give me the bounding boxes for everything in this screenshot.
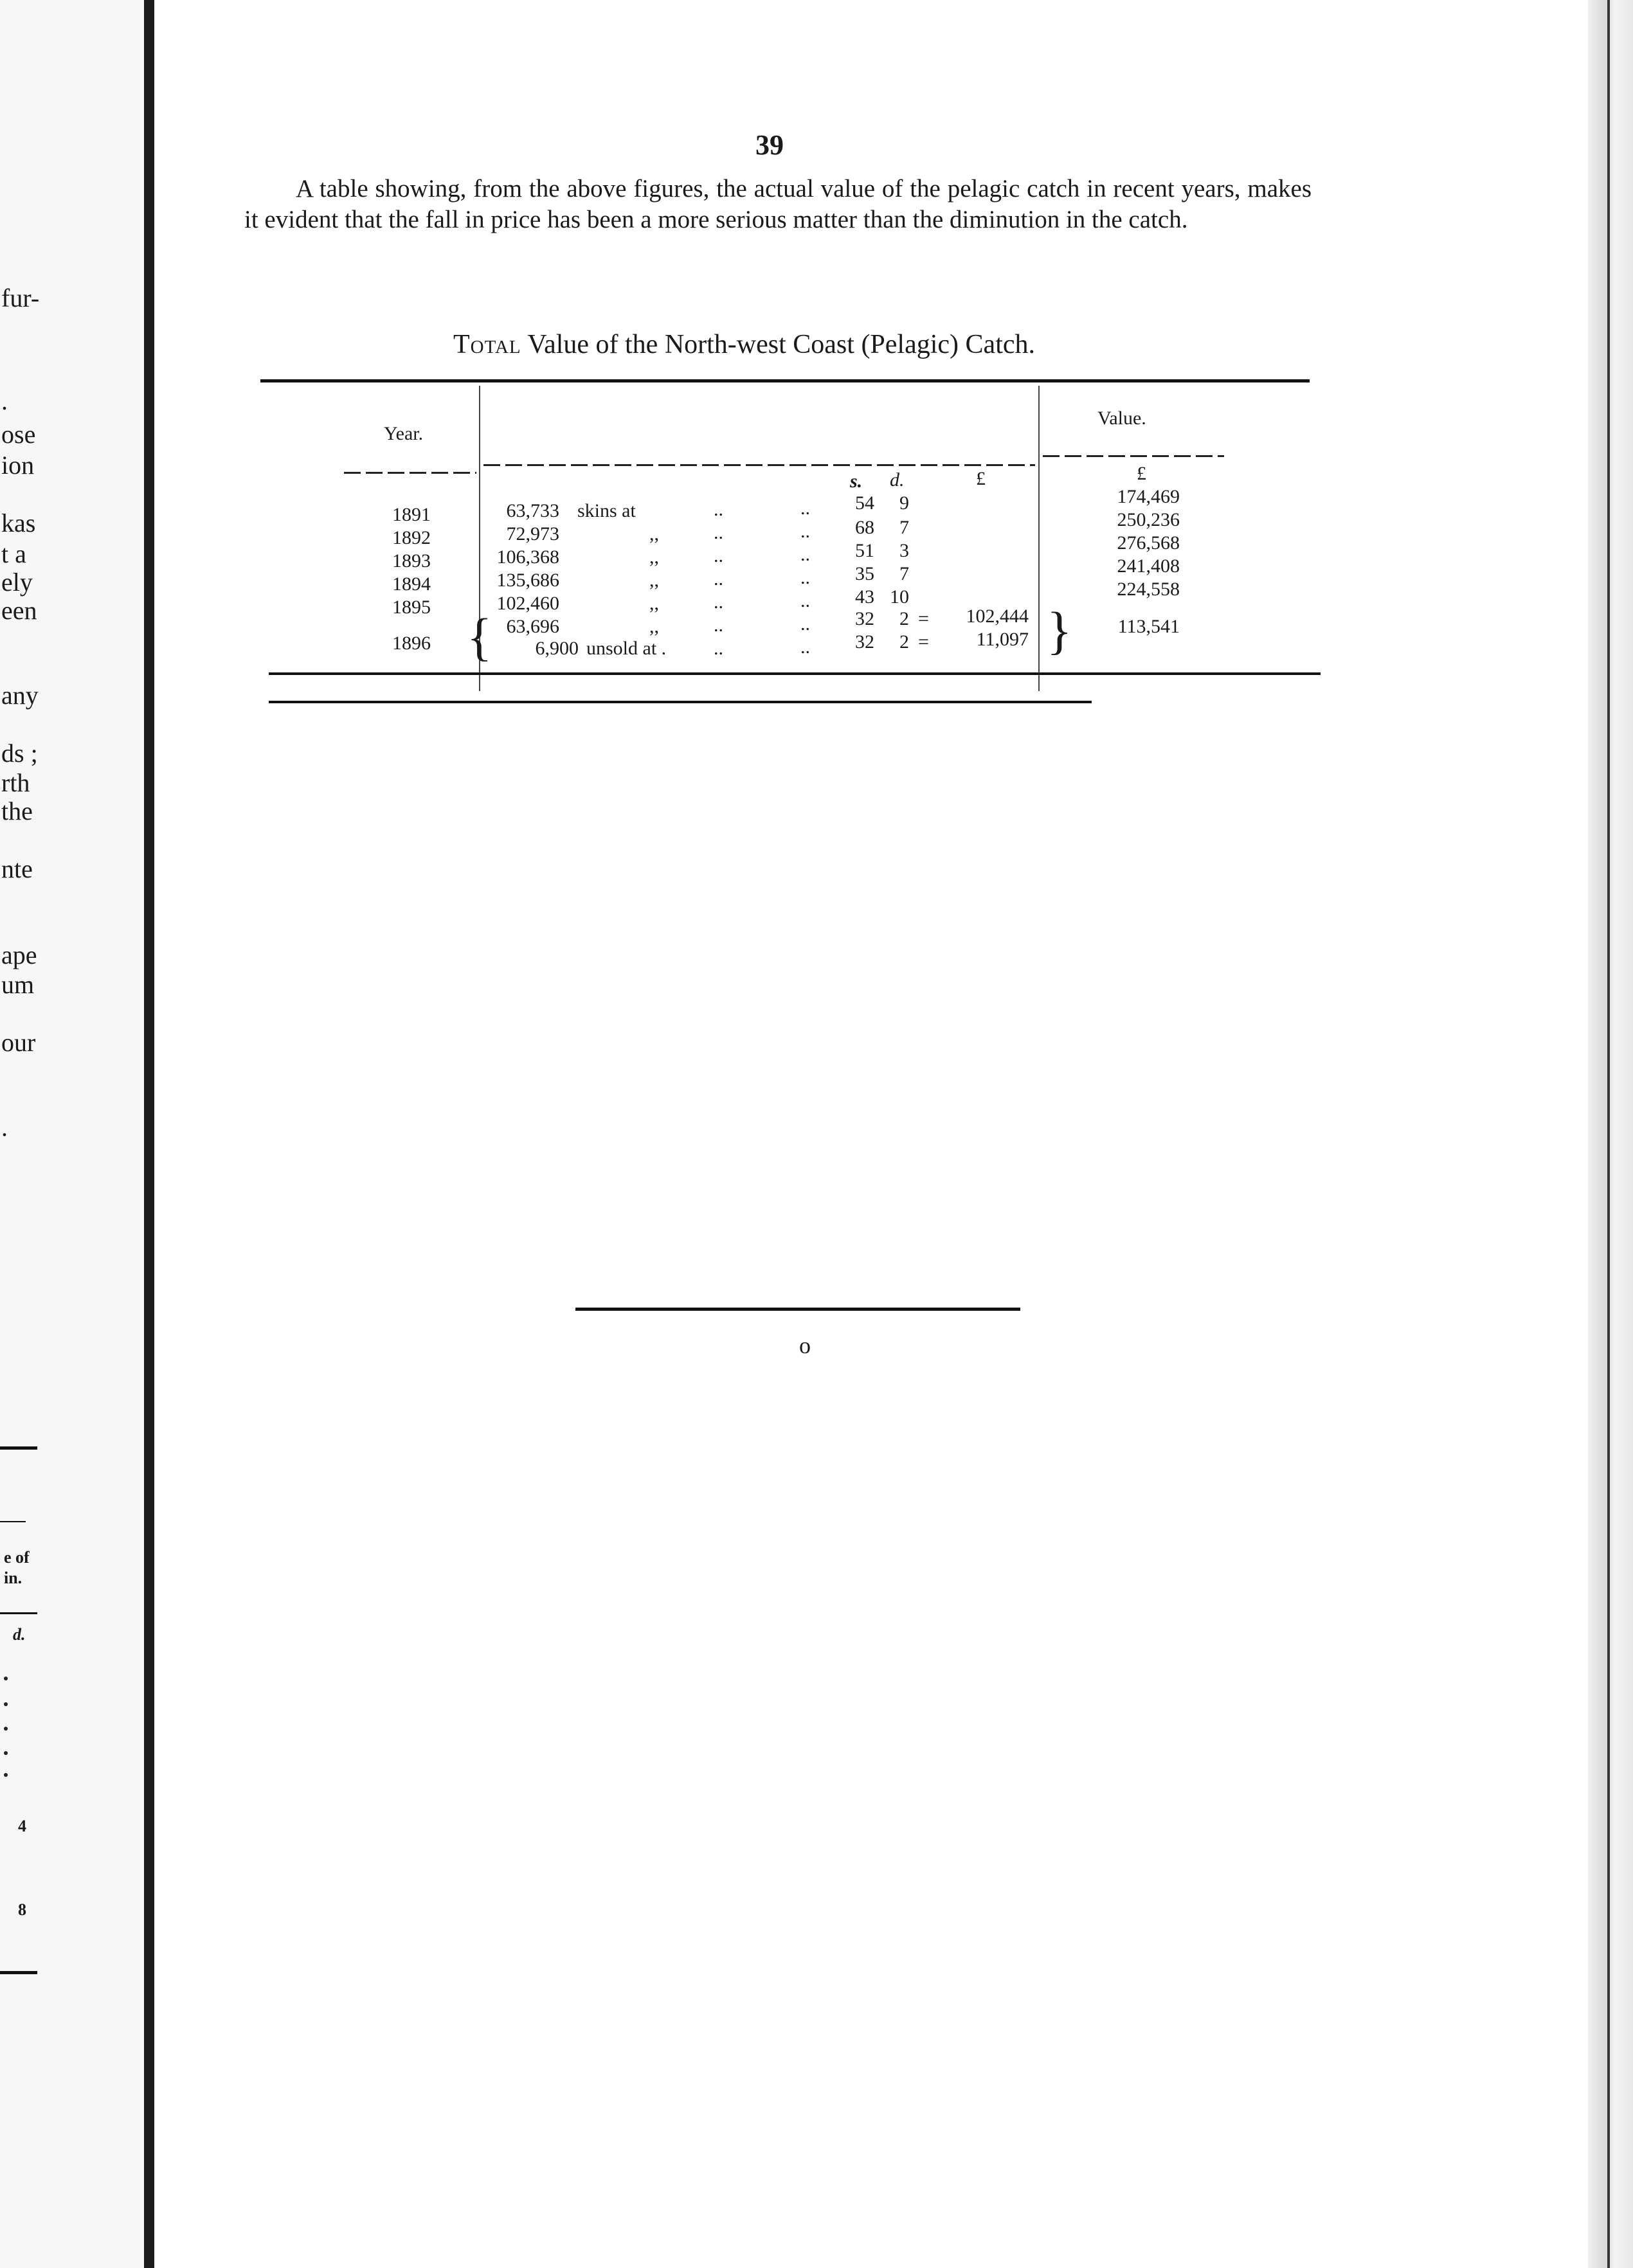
- table-cell-value: 241,408: [1117, 555, 1180, 577]
- subheader-pence: d.: [890, 469, 905, 491]
- prev-fragment-line: rth: [1, 768, 30, 797]
- prev-fragment-line: kas: [1, 509, 36, 537]
- subheader-pounds: £: [976, 468, 986, 489]
- prev-fragment-line: ape: [1, 941, 37, 969]
- table-title: [453, 329, 1035, 360]
- prev-fragment-rule: [0, 1612, 37, 1614]
- page-right-edge: [1588, 0, 1633, 2268]
- table-cell-year: 1893: [392, 550, 431, 572]
- prev-fragment-line: t a: [1, 539, 26, 568]
- prev-fragment-line: ds ;: [1, 739, 38, 768]
- table-cell-unit: ,,: [649, 546, 659, 568]
- table-cell-year: 1894: [392, 573, 431, 595]
- table-cell-unit: ,,: [649, 593, 659, 614]
- table-cell-leader: ..: [714, 545, 723, 566]
- prev-fragment-line: .: [1, 1113, 8, 1142]
- table-title-rest: Value of the North-west Coast (Pelagic) Catch.: [521, 330, 1036, 359]
- table-cell-value: 276,568: [1117, 532, 1180, 554]
- left-brace: {: [467, 608, 492, 666]
- prev-fragment-rule: [0, 1521, 26, 1522]
- table-column-divider: [1038, 386, 1040, 691]
- prev-fragment-rule: [0, 1971, 37, 1974]
- prev-fragment-line: any: [1, 681, 39, 710]
- prev-fragment-line: een: [1, 596, 37, 625]
- table-cell-unit: unsold at .: [586, 638, 667, 659]
- prev-fragment-line: um: [1, 970, 35, 999]
- table-cell-shillings: 32: [855, 631, 874, 652]
- header-rule-value: [1043, 455, 1224, 457]
- table-cell-leader: ..: [800, 567, 810, 588]
- table-cell-count: 63,733: [506, 500, 559, 521]
- table-rule-lower: [269, 672, 1321, 675]
- table-cell-leader: ..: [714, 638, 723, 659]
- table-cell-leader: ..: [800, 544, 810, 565]
- table-cell-count: 72,973: [506, 523, 559, 544]
- right-brace: }: [1047, 601, 1072, 660]
- prev-fragment-line: the: [1, 797, 33, 825]
- table-cell-leader: ..: [714, 615, 723, 636]
- prev-fragment-line: ely: [1, 568, 33, 597]
- table-cell-pence: 2: [899, 631, 909, 652]
- prev-fragment-dot: [4, 1727, 8, 1731]
- table-cell-leader: ..: [800, 613, 810, 634]
- table-cell-year: 1892: [392, 527, 431, 548]
- table-cell-pence: 7: [899, 517, 909, 538]
- intro-paragraph: A table showing, from the above figures, the actual value of the pelagic catch in recent years, makes it evident that the fall in price has been a more serious matter than the diminution in the catch.: [244, 175, 1312, 233]
- table-title-smallcaps: Total: [453, 330, 521, 359]
- prev-fragment-small: e of: [4, 1548, 30, 1567]
- prev-fragment-small: in.: [4, 1569, 23, 1587]
- prev-fragment-rule: [0, 1446, 37, 1450]
- prev-fragment-dot: [4, 1773, 8, 1777]
- page-number: 39: [755, 129, 784, 161]
- prev-fragment-line: ose: [1, 420, 36, 449]
- table-cell-leader: ..: [714, 568, 723, 590]
- table-cell-leader: ..: [800, 521, 810, 542]
- table-cell-pence: 2: [899, 608, 909, 629]
- table-cell-pence: 7: [899, 563, 909, 584]
- prev-fragment-line: nte: [1, 854, 33, 883]
- table-cell-value: 224,558: [1117, 579, 1180, 600]
- table-top-rule: [260, 379, 1310, 382]
- table-cell-unit: skins at: [577, 500, 636, 521]
- prev-fragment-small: 4: [18, 1817, 26, 1835]
- table-cell-year: 1891: [392, 504, 431, 525]
- table-cell-count: 106,368: [496, 546, 559, 568]
- book-spine-shadow: [144, 0, 154, 2268]
- table-cell-equals: =: [918, 608, 929, 629]
- table-cell-shillings: 51: [855, 540, 874, 561]
- table-cell-value-1896: 113,541: [1117, 616, 1180, 637]
- prev-fragment-small: 8: [18, 1900, 26, 1919]
- table-cell-value: 250,236: [1117, 509, 1180, 530]
- prev-fragment-dot: [4, 1702, 8, 1706]
- table-cell-pounds: 102,444: [966, 606, 1029, 627]
- table-cell-shillings: 54: [855, 492, 874, 514]
- subheader-shillings: s.: [850, 471, 863, 492]
- table-cell-count: 102,460: [496, 593, 559, 614]
- table-cell-unit: ,,: [649, 570, 659, 591]
- header-value: Value.: [1097, 408, 1146, 429]
- prev-fragment-line: ion: [1, 451, 35, 480]
- table-cell-shillings: 68: [855, 517, 874, 538]
- prev-fragment-small: d.: [13, 1625, 26, 1644]
- prev-fragment-line: .: [1, 386, 8, 415]
- table-cell-count: 6,900: [535, 638, 579, 659]
- table-cell-pounds: 11,097: [976, 629, 1029, 650]
- prev-fragment-dot: [4, 1677, 8, 1680]
- table-cell-pence: 9: [899, 492, 909, 514]
- table-cell-count: 63,696: [506, 616, 559, 637]
- table-cell-leader: ..: [714, 522, 723, 543]
- table-cell-leader: ..: [800, 498, 810, 519]
- table-cell-shillings: 32: [855, 608, 874, 629]
- subheader-value-pounds: £: [1137, 463, 1146, 484]
- header-year: Year.: [384, 423, 424, 444]
- table-cell-value: 174,469: [1117, 486, 1180, 507]
- table-cell-shillings: 43: [855, 586, 874, 608]
- footer-mark: o: [799, 1333, 811, 1358]
- table-cell-leader: ..: [800, 590, 810, 611]
- table-cell-shillings: 35: [855, 563, 874, 584]
- header-rule-rate: [483, 464, 1035, 466]
- table-cell-count: 135,686: [496, 570, 559, 591]
- previous-page-fragment: [0, 0, 149, 2268]
- table-cell-year: 1895: [392, 597, 431, 618]
- table-cell-year-1896: 1896: [392, 633, 431, 654]
- table-cell-unit: ,,: [649, 523, 659, 544]
- footer-rule: [575, 1308, 1020, 1311]
- table-bottom-rule: [269, 701, 1092, 703]
- header-rule-year: [344, 472, 476, 474]
- prev-fragment-line: fur-: [1, 284, 40, 312]
- table-cell-leader: ..: [800, 636, 810, 658]
- table-cell-pence: 10: [890, 586, 909, 608]
- table-cell-leader: ..: [714, 591, 723, 613]
- table-cell-leader: ..: [714, 499, 723, 520]
- prev-fragment-line: our: [1, 1028, 36, 1057]
- table-cell-pence: 3: [899, 540, 909, 561]
- prev-fragment-dot: [4, 1751, 8, 1755]
- table-cell-unit: ,,: [649, 616, 659, 637]
- table-cell-equals: =: [918, 631, 929, 652]
